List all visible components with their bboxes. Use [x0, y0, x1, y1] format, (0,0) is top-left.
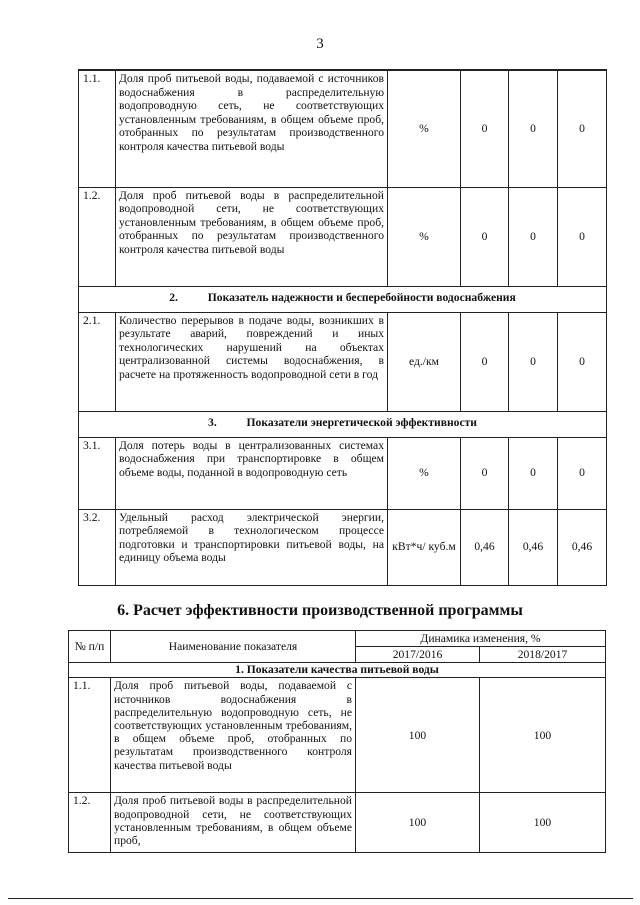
- section-6-heading: 6. Расчет эффективности производственной программы: [117, 602, 523, 619]
- value: 0: [558, 312, 607, 411]
- value: 100: [356, 678, 480, 793]
- value: 0: [509, 312, 558, 411]
- table-row: [79, 437, 607, 509]
- value: 0: [509, 187, 558, 286]
- value: 100: [480, 793, 606, 853]
- row-number: 3.1.: [79, 437, 116, 509]
- unit: %: [388, 437, 461, 509]
- section-1-title: 1. Показатели качества питьевой воды: [69, 663, 606, 678]
- value: 0: [461, 312, 509, 411]
- indicator-name: Количество перерывов в подаче воды, возникших в результате аварий, повреждений и иных технологических нарушений на объектах централизованной системы водоснабжения, в расчете на протяженность водопроводной сети в год: [116, 312, 388, 411]
- indicator-name: Доля потерь воды в централизованных системах водоснабжения при транспортировке в общем объеме воды, поданной в водопроводную сеть: [116, 437, 388, 509]
- value: 0: [461, 437, 509, 509]
- page-bottom-edge: [8, 898, 633, 899]
- table-row: [79, 187, 607, 286]
- value: 100: [356, 793, 480, 853]
- section-row: [79, 286, 607, 312]
- value: 0: [558, 70, 607, 187]
- section-row: [79, 411, 607, 437]
- indicator-name: Доля проб питьевой воды, подаваемой с источников водоснабжения в распределительную водопроводную сеть, не соответствующих установленным требованиям, в общем объеме проб, отобранных по результатам производственного контроля качества питьевой воды: [116, 70, 388, 187]
- unit: кВт*ч/ куб.м: [388, 509, 461, 585]
- section-title: Показатели энергетической эффективности: [246, 415, 477, 429]
- unit: %: [388, 187, 461, 286]
- section-2-title: [79, 286, 607, 312]
- header-year-1: 2017/2016: [356, 647, 480, 663]
- unit: %: [388, 70, 461, 187]
- section-title: Показатель надежности и бесперебойности водоснабжения: [207, 290, 516, 304]
- indicator-name: Удельный расход электрической энергии, потребляемой в технологическом процессе подготовки и транспортировки питьевой воды, на единицу объема воды: [116, 509, 388, 585]
- indicator-name: Доля проб питьевой воды в распределительной водопроводной сети, не соответствующих установленным требованиям, в общем объеме проб, отобранных по результатам производственного контроля качества питьевой воды: [116, 187, 388, 286]
- header-year-2: 2018/2017: [480, 647, 606, 663]
- section-row: [69, 663, 606, 678]
- value: 100: [480, 678, 606, 793]
- header-name: Наименование показателя: [111, 631, 356, 663]
- row-number: 1.2.: [79, 187, 116, 286]
- value: 0: [558, 187, 607, 286]
- value: 0,46: [558, 509, 607, 585]
- header-number: № п/п: [69, 631, 111, 663]
- table-row: [69, 678, 606, 793]
- value: 0: [558, 437, 607, 509]
- table-row: [79, 70, 607, 187]
- value: 0,46: [509, 509, 558, 585]
- value: 0: [461, 70, 509, 187]
- value: 0: [509, 437, 558, 509]
- value: 0: [509, 70, 558, 187]
- table-row: [79, 312, 607, 411]
- indicators-table: [78, 69, 607, 586]
- page-number: 3: [316, 36, 324, 52]
- row-number: 1.1.: [69, 678, 111, 793]
- value: 0: [461, 187, 509, 286]
- table-row: [69, 793, 606, 853]
- section-number: 2.: [169, 290, 178, 304]
- row-number: 1.1.: [79, 70, 116, 187]
- table-row: [79, 509, 607, 585]
- header-dynamics: Динамика изменения, %: [356, 631, 606, 647]
- section-3-title: [79, 411, 607, 437]
- header-row: [69, 631, 606, 647]
- row-number: 2.1.: [79, 312, 116, 411]
- indicator-name: Доля проб питьевой воды в распределительной водопроводной сети, не соответствующих установленным требованиям, в общем объеме проб,: [111, 793, 356, 853]
- efficiency-table: [68, 630, 606, 853]
- indicator-name: Доля проб питьевой воды, подаваемой с источников водоснабжения в распределительную водопроводную сеть, не соответствующих установленным требованиям, в общем объеме проб, отобранных по результатам производственного контроля качества питьевой воды: [111, 678, 356, 793]
- row-number: 1.2.: [69, 793, 111, 853]
- unit: ед./км: [388, 312, 461, 411]
- section-number: 3.: [208, 415, 217, 429]
- value: 0,46: [461, 509, 509, 585]
- row-number: 3.2.: [79, 509, 116, 585]
